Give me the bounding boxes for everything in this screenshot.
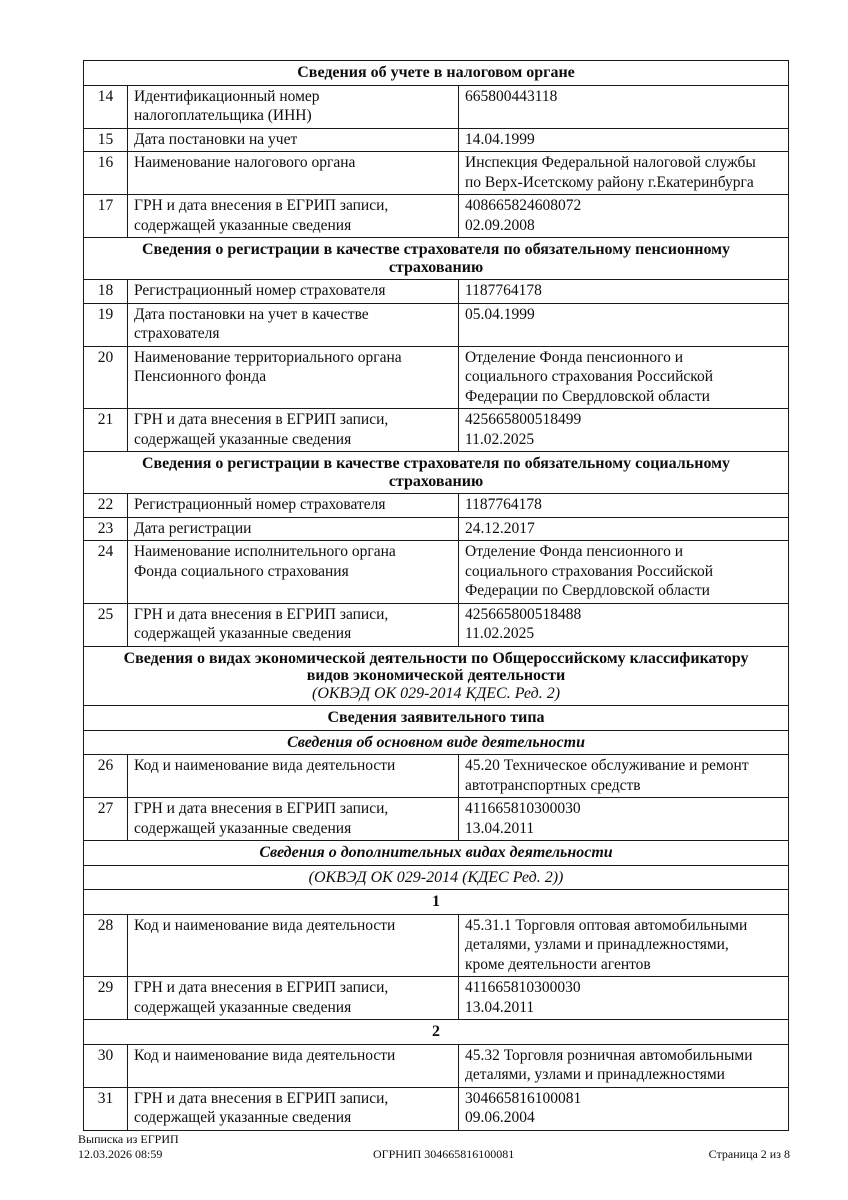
value-line: Федерации по Свердловской области [465, 582, 710, 599]
row-value-cell [459, 914, 789, 977]
section-header-row [84, 841, 789, 866]
label-line: ГРН и дата внесения в ЕГРИП записи, [134, 979, 389, 996]
row-number-cell: 20 [84, 346, 128, 409]
value-line: 1187764178 [465, 282, 542, 299]
section-header-row [84, 61, 789, 86]
value-line: 411665810300030 [465, 979, 581, 996]
value-line: 304665816100081 [465, 1089, 582, 1107]
row-value-cell [459, 517, 789, 541]
row-value-cell [459, 494, 789, 518]
label-line: страхователя [134, 325, 220, 342]
section-header-cell [84, 61, 789, 86]
value-line: 408665824608072 [465, 197, 582, 214]
label-line: ГРН и дата внесения в ЕГРИП записи, [134, 197, 389, 214]
section-header-cell [84, 452, 789, 494]
section-header-cell [84, 865, 789, 890]
section-header-row [84, 1020, 789, 1045]
row-label-cell [128, 85, 459, 128]
section-header-text: видов экономической деятельности [306, 667, 566, 684]
label-line: Дата регистрации [134, 519, 252, 537]
table-row [84, 755, 789, 798]
row-number-cell: 16 [84, 152, 128, 195]
row-value-cell [459, 755, 789, 798]
label-line: ГРН и дата внесения в ЕГРИП записи, [134, 1089, 389, 1107]
section-header-cell [84, 238, 789, 280]
section-header-cell [84, 646, 789, 706]
table-row [84, 152, 789, 195]
row-number-cell: 30 [84, 1044, 128, 1087]
row-number-cell: 14 [84, 85, 128, 128]
section-header-row [84, 890, 789, 915]
row-value-cell [459, 152, 789, 195]
table-row [84, 280, 789, 304]
section-header-text: Сведения об основном виде деятельности [287, 733, 585, 751]
row-label-cell [128, 128, 459, 152]
table-row [84, 128, 789, 152]
label-line: содержащей указанные сведения [134, 1109, 352, 1126]
value-line: 24.12.2017 [465, 519, 535, 537]
value-line: 45.32 Торговля розничная автомобильными [465, 1046, 753, 1064]
row-number-cell: 15 [84, 128, 128, 152]
section-header-text: Сведения заявительного типа [327, 709, 545, 726]
section-header-cell [84, 890, 789, 915]
label-line: Код и наименование вида деятельности [134, 916, 396, 934]
row-label-cell [128, 517, 459, 541]
section-header-text: Сведения об учете в налоговом органе [297, 64, 575, 81]
value-line: 45.20 Техническое обслуживание и ремонт [465, 757, 749, 774]
value-line: 09.06.2004 [465, 1109, 535, 1126]
footer-doc-info [78, 1132, 179, 1162]
row-label-cell [128, 494, 459, 518]
section-header-row [84, 730, 789, 755]
value-line: 425665800518499 [465, 411, 582, 428]
row-value-cell [459, 798, 789, 841]
label-line: Пенсионного фонда [134, 368, 267, 385]
value-line: 14.04.1999 [465, 130, 535, 148]
table-row [84, 346, 789, 409]
label-line: содержащей указанные сведения [134, 430, 352, 448]
table-row [84, 977, 789, 1020]
row-number-cell: 17 [84, 195, 128, 238]
label-line: Регистрационный номер страхователя [134, 282, 386, 299]
section-header-row [84, 865, 789, 890]
value-line: Отделение Фонда пенсионного и [465, 348, 684, 366]
value-line: Федерации по Свердловской области [465, 387, 710, 405]
section-header-row [84, 238, 789, 280]
label-line: Идентификационный номер [134, 87, 320, 105]
egrip-table [83, 60, 789, 1131]
section-header-text: Сведения о дополнительных видах деятельности [259, 844, 613, 861]
section-header-text: Сведения о видах экономической деятельности по Общероссийскому классификатору [123, 649, 749, 667]
label-line: Регистрационный номер страхователя [134, 496, 386, 513]
value-line: по Верх-Исетскому району г.Екатеринбурга [465, 173, 754, 191]
row-label-cell [128, 755, 459, 798]
label-line: Код и наименование вида деятельности [134, 757, 396, 774]
label-line: Код и наименование вида деятельности [134, 1046, 396, 1064]
table-row [84, 541, 789, 604]
row-number-cell: 31 [84, 1087, 128, 1130]
table-row [84, 603, 789, 646]
value-line: 11.02.2025 [465, 430, 535, 448]
row-number-cell: 18 [84, 280, 128, 304]
row-value-cell [459, 603, 789, 646]
row-value-cell [459, 977, 789, 1020]
value-line: Инспекция Федеральной налоговой службы [465, 154, 756, 171]
egrip-table-body [84, 61, 789, 1131]
label-line: Фонда социального страхования [134, 562, 349, 580]
row-value-cell [459, 1044, 789, 1087]
row-value-cell [459, 1087, 789, 1130]
section-header-row [84, 452, 789, 494]
value-line: социального страхования Российской [465, 562, 714, 580]
label-line: ГРН и дата внесения в ЕГРИП записи, [134, 411, 389, 428]
label-line: ГРН и дата внесения в ЕГРИП записи, [134, 800, 389, 817]
section-header-cell [84, 841, 789, 866]
row-number-cell: 26 [84, 755, 128, 798]
row-number-cell: 19 [84, 303, 128, 346]
value-line: автотранспортных средств [465, 776, 641, 794]
value-line: деталями, узлами и принадлежностями [465, 1066, 725, 1083]
row-value-cell [459, 195, 789, 238]
section-header-cell [84, 1020, 789, 1045]
row-label-cell [128, 541, 459, 604]
value-line: 13.04.2011 [465, 819, 535, 837]
row-value-cell [459, 280, 789, 304]
footer-page-number: Страница 2 из 8 [708, 1147, 790, 1161]
label-line: содержащей указанные сведения [134, 819, 352, 837]
section-header-row [84, 706, 789, 731]
value-line: 411665810300030 [465, 800, 581, 817]
label-line: ГРН и дата внесения в ЕГРИП записи, [134, 605, 389, 623]
table-row [84, 85, 789, 128]
table-row [84, 517, 789, 541]
row-value-cell [459, 346, 789, 409]
row-label-cell [128, 280, 459, 304]
table-row [84, 1044, 789, 1087]
value-line: 02.09.2008 [465, 216, 535, 234]
row-label-cell [128, 346, 459, 409]
section-header-text: страхованию [388, 258, 484, 276]
section-header-text: Сведения о регистрации в качестве страхователя по обязательному пенсионному [142, 241, 731, 258]
row-number-cell: 24 [84, 541, 128, 604]
table-row [84, 798, 789, 841]
value-line: Отделение Фонда пенсионного и [465, 543, 684, 560]
value-line: 1187764178 [465, 496, 542, 513]
section-header-cell [84, 706, 789, 731]
section-header-cell [84, 730, 789, 755]
row-number-cell: 28 [84, 914, 128, 977]
label-line: содержащей указанные сведения [134, 625, 352, 642]
value-line: деталями, узлами и принадлежностями, [465, 936, 729, 953]
table-row [84, 1087, 789, 1130]
label-line: Наименование исполнительного органа [134, 543, 396, 560]
table-row [84, 303, 789, 346]
section-header-text: (ОКВЭД ОК 029-2014 КДЕС. Ред. 2) [312, 684, 561, 702]
table-row [84, 494, 789, 518]
page-footer [78, 1132, 790, 1162]
label-line: содержащей указанные сведения [134, 216, 352, 234]
section-header-text: 1 [432, 893, 441, 910]
footer-timestamp: 12.03.2026 08:59 [78, 1147, 163, 1161]
row-label-cell [128, 1087, 459, 1130]
row-number-cell: 27 [84, 798, 128, 841]
section-header-text: Сведения о регистрации в качестве страхователя по обязательному социальному [141, 455, 731, 472]
section-header-text: страхованию [388, 472, 484, 490]
value-line: 425665800518488 [465, 605, 582, 623]
row-label-cell [128, 303, 459, 346]
row-number-cell: 25 [84, 603, 128, 646]
row-label-cell [128, 152, 459, 195]
row-number-cell: 23 [84, 517, 128, 541]
label-line: Наименование территориального органа [134, 348, 402, 366]
table-row [84, 195, 789, 238]
row-label-cell [128, 409, 459, 452]
row-label-cell [128, 798, 459, 841]
section-header-row [84, 646, 789, 706]
label-line: налогоплательщика (ИНН) [134, 107, 312, 124]
section-header-text: (ОКВЭД ОК 029-2014 (КДЕС Ред. 2)) [308, 868, 564, 886]
row-value-cell [459, 128, 789, 152]
footer-doc-title: Выписка из ЕГРИП [78, 1132, 179, 1146]
row-label-cell [128, 1044, 459, 1087]
footer-ogrnip: ОГРНИП 304665816100081 [373, 1147, 515, 1161]
label-line: Дата постановки на учет в качестве [134, 305, 369, 323]
row-value-cell [459, 303, 789, 346]
row-number-cell: 22 [84, 494, 128, 518]
row-value-cell [459, 541, 789, 604]
label-line: содержащей указанные сведения [134, 998, 352, 1016]
row-number-cell: 21 [84, 409, 128, 452]
value-line: социального страхования Российской [465, 368, 714, 385]
row-label-cell [128, 603, 459, 646]
value-line: 13.04.2011 [465, 998, 535, 1016]
value-line: кроме деятельности агентов [465, 955, 651, 973]
value-line: 05.04.1999 [465, 305, 535, 323]
value-line: 665800443118 [465, 87, 558, 105]
row-value-cell [459, 85, 789, 128]
row-label-cell [128, 195, 459, 238]
label-line: Наименование налогового органа [134, 154, 356, 171]
label-line: Дата постановки на учет [134, 130, 298, 148]
row-label-cell [128, 914, 459, 977]
value-line: 11.02.2025 [465, 625, 535, 642]
table-row [84, 914, 789, 977]
row-label-cell [128, 977, 459, 1020]
row-number-cell: 29 [84, 977, 128, 1020]
row-value-cell [459, 409, 789, 452]
table-row [84, 409, 789, 452]
value-line: 45.31.1 Торговля оптовая автомобильными [465, 916, 748, 934]
section-header-text: 2 [432, 1023, 441, 1040]
